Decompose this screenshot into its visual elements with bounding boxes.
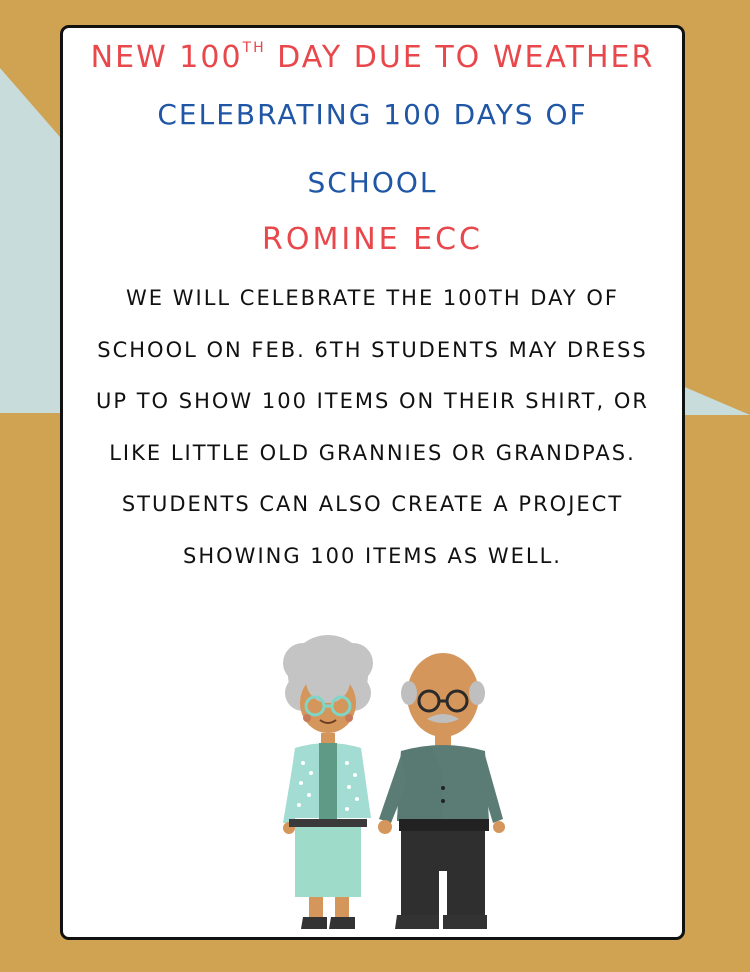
heading-line-1: CELEBRATING 100 DAYS OF — [157, 98, 588, 131]
weather-notice-rest: DAY DUE TO WEATHER — [265, 40, 655, 75]
heading-line-2: SCHOOL — [307, 166, 438, 199]
school-name: ROMINE ECC — [262, 222, 483, 257]
weather-notice — [63, 40, 682, 75]
weather-notice-sup: TH — [242, 40, 266, 56]
announcement-text: WE WILL CELEBRATE THE 100TH DAY OF SCHOOL ON FEB. 6TH STUDENTS MAY DRESS UP TO SHOW 100 ITEMS ON THEIR SHIRT, OR LIKE LITTLE OLD GRANNIES OR GRANDPAS. STUDENTS CAN ALSO CREATE A PROJECT SHOWING 100 ITEMS AS WELL. — [96, 286, 649, 568]
elderly-couple-icon — [243, 623, 513, 933]
background-shape-right — [680, 385, 750, 415]
grandma-figure — [283, 635, 373, 929]
flyer-card — [60, 25, 685, 940]
weather-notice-main: NEW 100 — [90, 40, 243, 75]
grandpa-figure — [378, 653, 505, 929]
